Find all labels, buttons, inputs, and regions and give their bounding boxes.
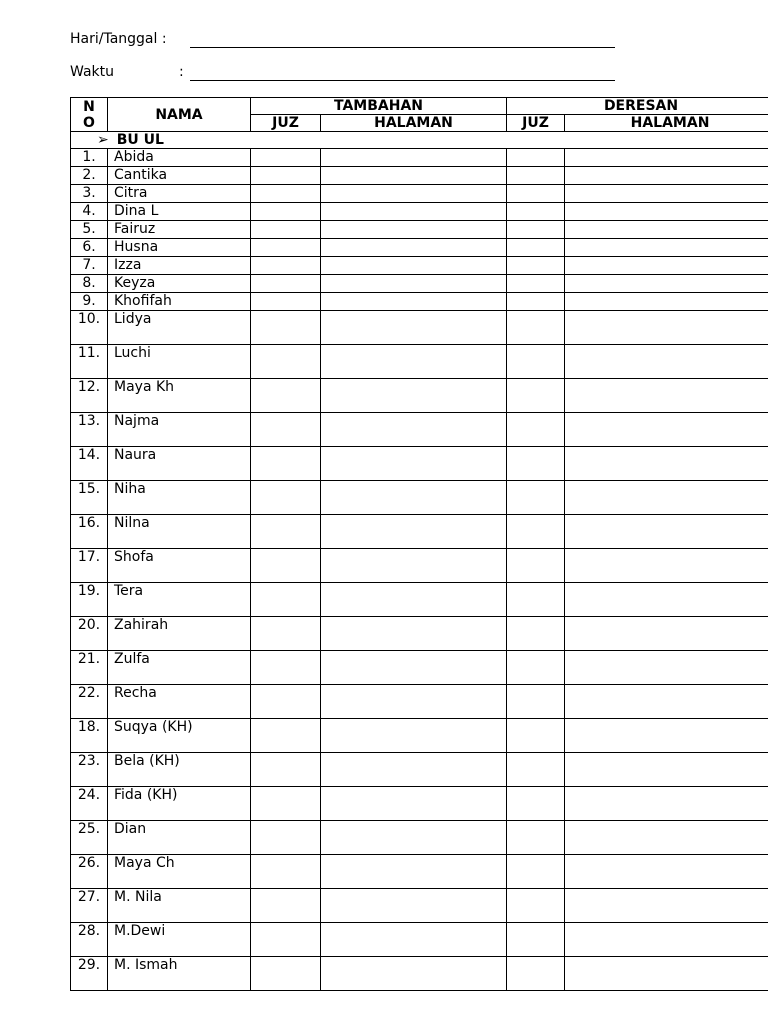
tambahan-juz-cell[interactable] bbox=[251, 855, 321, 889]
row-number: 22. bbox=[71, 685, 108, 719]
tambahan-juz-cell[interactable] bbox=[251, 787, 321, 821]
deresan-juz-cell[interactable] bbox=[507, 221, 565, 239]
tambahan-juz-cell[interactable] bbox=[251, 753, 321, 787]
deresan-juz-cell[interactable] bbox=[507, 685, 565, 719]
row-name: M.Dewi bbox=[108, 923, 251, 957]
row-number: 1. bbox=[71, 149, 108, 167]
table-row bbox=[71, 275, 768, 293]
tambahan-halaman-cell[interactable] bbox=[321, 311, 507, 345]
deresan-juz-cell[interactable] bbox=[507, 651, 565, 685]
deresan-juz-cell[interactable] bbox=[507, 787, 565, 821]
deresan-juz-cell[interactable] bbox=[507, 447, 565, 481]
row-number: 17. bbox=[71, 549, 108, 583]
table-row bbox=[71, 617, 768, 651]
deresan-juz-cell[interactable] bbox=[507, 379, 565, 413]
row-number: 15. bbox=[71, 481, 108, 515]
tambahan-halaman-cell[interactable] bbox=[321, 549, 507, 583]
row-name: Najma bbox=[108, 413, 251, 447]
header-tambahan: TAMBAHAN bbox=[251, 98, 507, 115]
row-number: 25. bbox=[71, 821, 108, 855]
row-number: 7. bbox=[71, 257, 108, 275]
table-row bbox=[71, 549, 768, 583]
row-number: 13. bbox=[71, 413, 108, 447]
row-name: Keyza bbox=[108, 275, 251, 293]
deresan-juz-cell[interactable] bbox=[507, 203, 565, 221]
row-number: 5. bbox=[71, 221, 108, 239]
tambahan-halaman-cell[interactable] bbox=[321, 685, 507, 719]
row-number: 11. bbox=[71, 345, 108, 379]
tambahan-juz-cell[interactable] bbox=[251, 447, 321, 481]
deresan-juz-cell[interactable] bbox=[507, 617, 565, 651]
row-number: 19. bbox=[71, 583, 108, 617]
deresan-halaman-cell[interactable] bbox=[565, 185, 768, 203]
deresan-halaman-cell[interactable] bbox=[565, 221, 768, 239]
tambahan-juz-cell[interactable] bbox=[251, 311, 321, 345]
row-number: 26. bbox=[71, 855, 108, 889]
tambahan-halaman-cell[interactable] bbox=[321, 651, 507, 685]
row-number: 27. bbox=[71, 889, 108, 923]
header-deresan-juz: JUZ bbox=[507, 115, 565, 132]
deresan-halaman-cell[interactable] bbox=[565, 549, 768, 583]
row-name: Shofa bbox=[108, 549, 251, 583]
tambahan-juz-cell[interactable] bbox=[251, 549, 321, 583]
row-name: Zulfa bbox=[108, 651, 251, 685]
deresan-halaman-cell[interactable] bbox=[565, 583, 768, 617]
tambahan-juz-cell[interactable] bbox=[251, 685, 321, 719]
tambahan-halaman-cell[interactable] bbox=[321, 257, 507, 275]
row-name: Maya Ch bbox=[108, 855, 251, 889]
tambahan-juz-cell[interactable] bbox=[251, 413, 321, 447]
tambahan-halaman-cell[interactable] bbox=[321, 149, 507, 167]
table-row bbox=[71, 379, 768, 413]
tambahan-halaman-cell[interactable] bbox=[321, 957, 507, 991]
tambahan-halaman-cell[interactable] bbox=[321, 167, 507, 185]
deresan-halaman-cell[interactable] bbox=[565, 923, 768, 957]
header-tambahan-juz: JUZ bbox=[251, 115, 321, 132]
row-number: 10. bbox=[71, 311, 108, 345]
deresan-juz-cell[interactable] bbox=[507, 185, 565, 203]
row-number: 6. bbox=[71, 239, 108, 257]
header-nama: NAMA bbox=[108, 98, 251, 132]
table-row bbox=[71, 753, 768, 787]
tambahan-halaman-cell[interactable] bbox=[321, 239, 507, 257]
deresan-halaman-cell[interactable] bbox=[565, 753, 768, 787]
deresan-juz-cell[interactable] bbox=[507, 149, 565, 167]
deresan-juz-cell[interactable] bbox=[507, 239, 565, 257]
deresan-halaman-cell[interactable] bbox=[565, 889, 768, 923]
deresan-halaman-cell[interactable] bbox=[565, 719, 768, 753]
table-row bbox=[71, 413, 768, 447]
tambahan-halaman-cell[interactable] bbox=[321, 185, 507, 203]
section-heading bbox=[71, 132, 768, 149]
row-name: Izza bbox=[108, 257, 251, 275]
table-row bbox=[71, 889, 768, 923]
deresan-halaman-cell[interactable] bbox=[565, 275, 768, 293]
tambahan-halaman-cell[interactable] bbox=[321, 413, 507, 447]
row-name: Naura bbox=[108, 447, 251, 481]
attendance-table bbox=[70, 97, 768, 991]
deresan-juz-cell[interactable] bbox=[507, 481, 565, 515]
deresan-halaman-cell[interactable] bbox=[565, 515, 768, 549]
tambahan-halaman-cell[interactable] bbox=[321, 753, 507, 787]
deresan-halaman-cell[interactable] bbox=[565, 239, 768, 257]
tambahan-halaman-cell[interactable] bbox=[321, 481, 507, 515]
date-label: Hari/Tanggal : bbox=[70, 31, 167, 47]
row-number: 29. bbox=[71, 957, 108, 991]
table-row bbox=[71, 923, 768, 957]
table-row bbox=[71, 257, 768, 275]
table-row bbox=[71, 311, 768, 345]
deresan-juz-cell[interactable] bbox=[507, 583, 565, 617]
table-row bbox=[71, 185, 768, 203]
deresan-juz-cell[interactable] bbox=[507, 167, 565, 185]
deresan-halaman-cell[interactable] bbox=[565, 257, 768, 275]
tambahan-juz-cell[interactable] bbox=[251, 617, 321, 651]
deresan-halaman-cell[interactable] bbox=[565, 447, 768, 481]
tambahan-halaman-cell[interactable] bbox=[321, 719, 507, 753]
tambahan-halaman-cell[interactable] bbox=[321, 515, 507, 549]
deresan-juz-cell[interactable] bbox=[507, 719, 565, 753]
deresan-halaman-cell[interactable] bbox=[565, 855, 768, 889]
row-name: Maya Kh bbox=[108, 379, 251, 413]
time-input-line[interactable] bbox=[190, 66, 615, 81]
tambahan-halaman-cell[interactable] bbox=[321, 203, 507, 221]
tambahan-juz-cell[interactable] bbox=[251, 957, 321, 991]
deresan-halaman-cell[interactable] bbox=[565, 787, 768, 821]
deresan-halaman-cell[interactable] bbox=[565, 821, 768, 855]
deresan-juz-cell[interactable] bbox=[507, 275, 565, 293]
row-number: 4. bbox=[71, 203, 108, 221]
row-number: 28. bbox=[71, 923, 108, 957]
deresan-halaman-cell[interactable] bbox=[565, 345, 768, 379]
row-name: M. Nila bbox=[108, 889, 251, 923]
deresan-halaman-cell[interactable] bbox=[565, 413, 768, 447]
row-number: 2. bbox=[71, 167, 108, 185]
section-title: BU UL bbox=[116, 132, 164, 148]
row-name: Cantika bbox=[108, 167, 251, 185]
table-row bbox=[71, 821, 768, 855]
row-number: 14. bbox=[71, 447, 108, 481]
deresan-juz-cell[interactable] bbox=[507, 957, 565, 991]
tambahan-juz-cell[interactable] bbox=[251, 257, 321, 275]
deresan-halaman-cell[interactable] bbox=[565, 481, 768, 515]
row-number: 24. bbox=[71, 787, 108, 821]
tambahan-juz-cell[interactable] bbox=[251, 651, 321, 685]
row-name: Fairuz bbox=[108, 221, 251, 239]
date-input-line[interactable] bbox=[190, 33, 615, 48]
deresan-juz-cell[interactable] bbox=[507, 549, 565, 583]
deresan-halaman-cell[interactable] bbox=[565, 203, 768, 221]
row-number: 3. bbox=[71, 185, 108, 203]
deresan-juz-cell[interactable] bbox=[507, 855, 565, 889]
row-name: Suqya (KH) bbox=[108, 719, 251, 753]
row-name: Luchi bbox=[108, 345, 251, 379]
deresan-halaman-cell[interactable] bbox=[565, 617, 768, 651]
deresan-halaman-cell[interactable] bbox=[565, 379, 768, 413]
row-number: 8. bbox=[71, 275, 108, 293]
table-row bbox=[71, 481, 768, 515]
deresan-juz-cell[interactable] bbox=[507, 311, 565, 345]
tambahan-juz-cell[interactable] bbox=[251, 345, 321, 379]
row-number: 16. bbox=[71, 515, 108, 549]
tambahan-juz-cell[interactable] bbox=[251, 293, 321, 311]
deresan-halaman-cell[interactable] bbox=[565, 149, 768, 167]
table-row bbox=[71, 855, 768, 889]
row-name: Citra bbox=[108, 185, 251, 203]
deresan-halaman-cell[interactable] bbox=[565, 957, 768, 991]
row-name: Dina L bbox=[108, 203, 251, 221]
row-name: Zahirah bbox=[108, 617, 251, 651]
deresan-halaman-cell[interactable] bbox=[565, 293, 768, 311]
table-row bbox=[71, 239, 768, 257]
row-name: Bela (KH) bbox=[108, 753, 251, 787]
row-number: 21. bbox=[71, 651, 108, 685]
table-row bbox=[71, 719, 768, 753]
deresan-juz-cell[interactable] bbox=[507, 753, 565, 787]
row-name: Abida bbox=[108, 149, 251, 167]
deresan-juz-cell[interactable] bbox=[507, 345, 565, 379]
row-number: 9. bbox=[71, 293, 108, 311]
tambahan-halaman-cell[interactable] bbox=[321, 787, 507, 821]
tambahan-halaman-cell[interactable] bbox=[321, 345, 507, 379]
tambahan-halaman-cell[interactable] bbox=[321, 583, 507, 617]
row-name: Nilna bbox=[108, 515, 251, 549]
row-name: Husna bbox=[108, 239, 251, 257]
tambahan-halaman-cell[interactable] bbox=[321, 275, 507, 293]
row-name: Khofifah bbox=[108, 293, 251, 311]
table-row bbox=[71, 787, 768, 821]
tambahan-halaman-cell[interactable] bbox=[321, 293, 507, 311]
deresan-halaman-cell[interactable] bbox=[565, 311, 768, 345]
row-name: Niha bbox=[108, 481, 251, 515]
deresan-juz-cell[interactable] bbox=[507, 257, 565, 275]
table-row bbox=[71, 447, 768, 481]
table-row bbox=[71, 167, 768, 185]
table-row bbox=[71, 203, 768, 221]
time-field bbox=[70, 64, 114, 80]
deresan-juz-cell[interactable] bbox=[507, 923, 565, 957]
tambahan-juz-cell[interactable] bbox=[251, 379, 321, 413]
table-row bbox=[71, 515, 768, 549]
tambahan-juz-cell[interactable] bbox=[251, 185, 321, 203]
table-row bbox=[71, 583, 768, 617]
tambahan-juz-cell[interactable] bbox=[251, 719, 321, 753]
deresan-juz-cell[interactable] bbox=[507, 821, 565, 855]
row-number: 23. bbox=[71, 753, 108, 787]
deresan-halaman-cell[interactable] bbox=[565, 167, 768, 185]
arrow-bullet-icon: ➢ bbox=[97, 132, 109, 148]
tambahan-juz-cell[interactable] bbox=[251, 923, 321, 957]
row-name: Fida (KH) bbox=[108, 787, 251, 821]
row-name: Dian bbox=[108, 821, 251, 855]
tambahan-halaman-cell[interactable] bbox=[321, 855, 507, 889]
row-number: 18. bbox=[71, 719, 108, 753]
tambahan-halaman-cell[interactable] bbox=[321, 617, 507, 651]
tambahan-halaman-cell[interactable] bbox=[321, 379, 507, 413]
tambahan-halaman-cell[interactable] bbox=[321, 221, 507, 239]
row-number: 20. bbox=[71, 617, 108, 651]
tambahan-juz-cell[interactable] bbox=[251, 583, 321, 617]
deresan-juz-cell[interactable] bbox=[507, 413, 565, 447]
tambahan-juz-cell[interactable] bbox=[251, 149, 321, 167]
table-row bbox=[71, 957, 768, 991]
date-field bbox=[70, 31, 167, 47]
tambahan-juz-cell[interactable] bbox=[251, 889, 321, 923]
header-tambahan-halaman: HALAMAN bbox=[321, 115, 507, 132]
deresan-halaman-cell[interactable] bbox=[565, 651, 768, 685]
deresan-halaman-cell[interactable] bbox=[565, 685, 768, 719]
time-colon: : bbox=[179, 64, 184, 80]
table-row bbox=[71, 345, 768, 379]
tambahan-halaman-cell[interactable] bbox=[321, 447, 507, 481]
row-number: 12. bbox=[71, 379, 108, 413]
row-name: M. Ismah bbox=[108, 957, 251, 991]
time-label: Waktu bbox=[70, 64, 114, 80]
tambahan-juz-cell[interactable] bbox=[251, 481, 321, 515]
header-deresan-halaman: HALAMAN bbox=[565, 115, 768, 132]
header-deresan: DERESAN bbox=[507, 98, 768, 115]
tambahan-juz-cell[interactable] bbox=[251, 275, 321, 293]
tambahan-halaman-cell[interactable] bbox=[321, 923, 507, 957]
tambahan-halaman-cell[interactable] bbox=[321, 821, 507, 855]
tambahan-juz-cell[interactable] bbox=[251, 167, 321, 185]
deresan-juz-cell[interactable] bbox=[507, 889, 565, 923]
tambahan-halaman-cell[interactable] bbox=[321, 889, 507, 923]
table-row bbox=[71, 221, 768, 239]
table-row bbox=[71, 149, 768, 167]
tambahan-juz-cell[interactable] bbox=[251, 515, 321, 549]
tambahan-juz-cell[interactable] bbox=[251, 221, 321, 239]
row-name: Lidya bbox=[108, 311, 251, 345]
tambahan-juz-cell[interactable] bbox=[251, 239, 321, 257]
tambahan-juz-cell[interactable] bbox=[251, 821, 321, 855]
tambahan-juz-cell[interactable] bbox=[251, 203, 321, 221]
table-row bbox=[71, 293, 768, 311]
table-row bbox=[71, 685, 768, 719]
deresan-juz-cell[interactable] bbox=[507, 515, 565, 549]
header-no: NO bbox=[71, 98, 108, 132]
table-row bbox=[71, 651, 768, 685]
deresan-juz-cell[interactable] bbox=[507, 293, 565, 311]
row-name: Tera bbox=[108, 583, 251, 617]
row-name: Recha bbox=[108, 685, 251, 719]
